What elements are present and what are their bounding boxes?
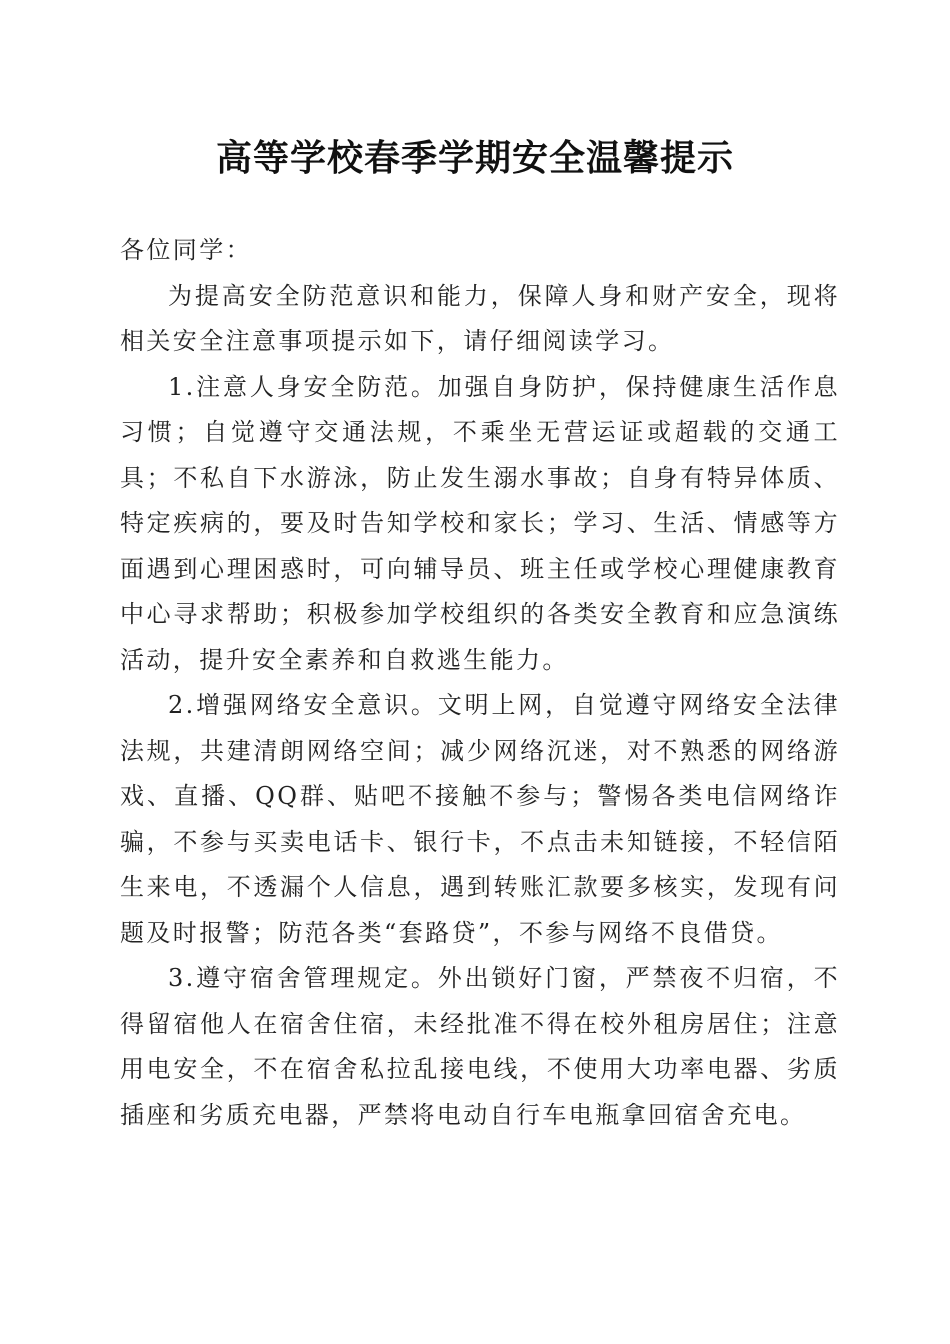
paragraph-item-1: 1.注意人身安全防范。加强自身防护，保持健康生活作息习惯；自觉遵守交通法规，不乘坐无营运证或超载的交通工具；不私自下水游泳，防止发生溺水事故；自身有特异体质、特定疾病的，要及时告知学校和家长；学习、生活、情感等方面遇到心理困惑时，可向辅导员、班主任或学校心理健康教育中心寻求帮助；积极参加学校组织的各类安全教育和应急演练活动，提升安全素养和自救逃生能力。 bbox=[120, 372, 840, 674]
paragraph-item-2: 2.增强网络安全意识。文明上网，自觉遵守网络安全法律法规，共建清朗网络空间；减少网络沉迷，对不熟悉的网络游戏、直播、QQ群、贴吧不接触不参与；警惕各类电信网络诈骗，不参与买卖电话卡、银行卡，不点击未知链接，不轻信陌生来电，不透漏个人信息，遇到转账汇款要多核实，发现有问题及时报警；防范各类“套路贷”，不参与网络不良借贷。 bbox=[120, 691, 840, 947]
paragraph-item-3: 3.遵守宿舍管理规定。外出锁好门窗，严禁夜不归宿，不得留宿他人在宿舍住宿，未经批准不得在校外租房居住；注意用电安全，不在宿舍私拉乱接电线，不使用大功率电器、劣质插座和劣质充电器，严禁将电动自行车电瓶拿回宿舍充电。 bbox=[120, 964, 840, 1129]
document-title: 高等学校春季学期安全温馨提示 bbox=[215, 137, 734, 179]
salutation: 各位同学： bbox=[120, 236, 252, 264]
paragraph-intro: 为提高安全防范意识和能力，保障人身和财产安全，现将相关安全注意事项提示如下，请仔细阅读学习。 bbox=[120, 281, 840, 355]
document-body bbox=[120, 228, 840, 1138]
